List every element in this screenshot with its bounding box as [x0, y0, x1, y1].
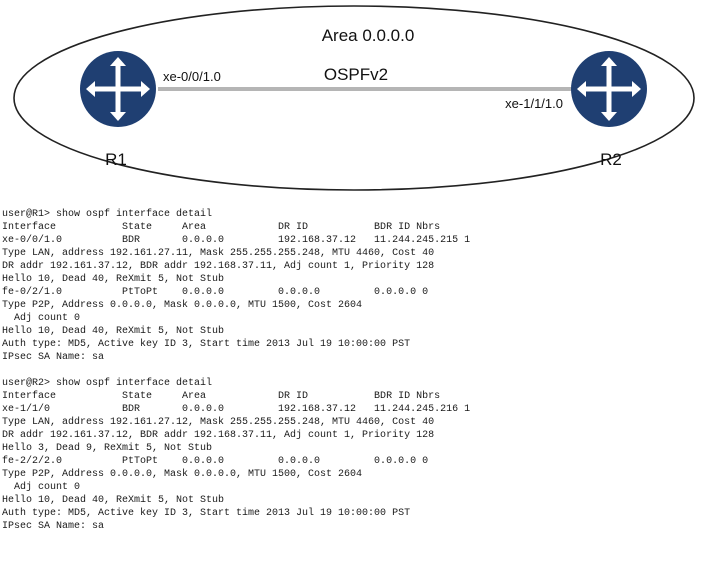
r2-interface-label: xe-1/1/1.0 — [505, 96, 563, 111]
cli-command-line: user@R2> show ospf interface detail — [2, 378, 213, 389]
cli-output-line: Type LAN, address 192.161.27.12, Mask 255.255.255.248, MTU 4460, Cost 40 — [2, 417, 435, 428]
cli-output-line: Type P2P, Address 0.0.0.0, Mask 0.0.0.0, MTU 1500, Cost 2604 — [2, 469, 363, 480]
router-r2-label: R2 — [600, 150, 622, 169]
router-r1 — [80, 51, 156, 127]
router-r1-label: R1 — [105, 150, 127, 169]
cli-output-line: IPsec SA Name: sa — [2, 521, 105, 532]
cli-output-line: fe-2/2/2.0 PtToPt 0.0.0.0 0.0.0.0 0.0.0.0 0 — [2, 456, 429, 467]
cli-output-line: DR addr 192.161.37.12, BDR addr 192.168.37.11, Adj count 1, Priority 128 — [2, 261, 435, 272]
area-label: Area 0.0.0.0 — [321, 26, 415, 45]
cli-output-line: Type P2P, Address 0.0.0.0, Mask 0.0.0.0, MTU 1500, Cost 2604 — [2, 300, 363, 311]
router-icon — [80, 51, 156, 127]
cli-output-line: Hello 3, Dead 9, ReXmit 5, Not Stub — [2, 443, 213, 454]
protocol-label: OSPFv2 — [323, 65, 389, 84]
cli-output-line: Hello 10, Dead 40, ReXmit 5, Not Stub — [2, 274, 225, 285]
cli-output — [2, 208, 706, 533]
ospf-topology-diagram — [0, 0, 708, 200]
cli-header-line: Interface State Area DR ID BDR ID Nbrs — [2, 391, 441, 402]
cli-output-line: xe-1/1/0 BDR 0.0.0.0 192.168.37.12 11.244.245.216 1 — [2, 404, 471, 415]
cli-output-line: IPsec SA Name: sa — [2, 352, 105, 363]
cli-output-line: Hello 10, Dead 40, ReXmit 5, Not Stub — [2, 495, 225, 506]
r2-cli-output — [2, 377, 706, 533]
router-icon — [571, 51, 647, 127]
cli-output-line: Type LAN, address 192.161.27.11, Mask 255.255.255.248, MTU 4460, Cost 40 — [2, 248, 435, 259]
cli-output-line: Auth type: MD5, Active key ID 3, Start time 2013 Jul 19 10:00:00 PST — [2, 339, 411, 350]
cli-output-line: Adj count 0 — [2, 482, 81, 493]
cli-output-line: DR addr 192.161.37.12, BDR addr 192.168.37.11, Adj count 1, Priority 128 — [2, 430, 435, 441]
cli-output-line: Auth type: MD5, Active key ID 3, Start time 2013 Jul 19 10:00:00 PST — [2, 508, 411, 519]
cli-output-line: Hello 10, Dead 40, ReXmit 5, Not Stub — [2, 326, 225, 337]
cli-output-line: xe-0/0/1.0 BDR 0.0.0.0 192.168.37.12 11.244.245.215 1 — [2, 235, 471, 246]
cli-output-line: fe-0/2/1.0 PtToPt 0.0.0.0 0.0.0.0 0.0.0.0 0 — [2, 287, 429, 298]
r1-cli-output — [2, 208, 706, 364]
r1-interface-label: xe-0/0/1.0 — [163, 69, 221, 84]
cli-header-line: Interface State Area DR ID BDR ID Nbrs — [2, 222, 441, 233]
cli-output-line: Adj count 0 — [2, 313, 81, 324]
router-r2 — [571, 51, 647, 127]
cli-command-line: user@R1> show ospf interface detail — [2, 209, 213, 220]
